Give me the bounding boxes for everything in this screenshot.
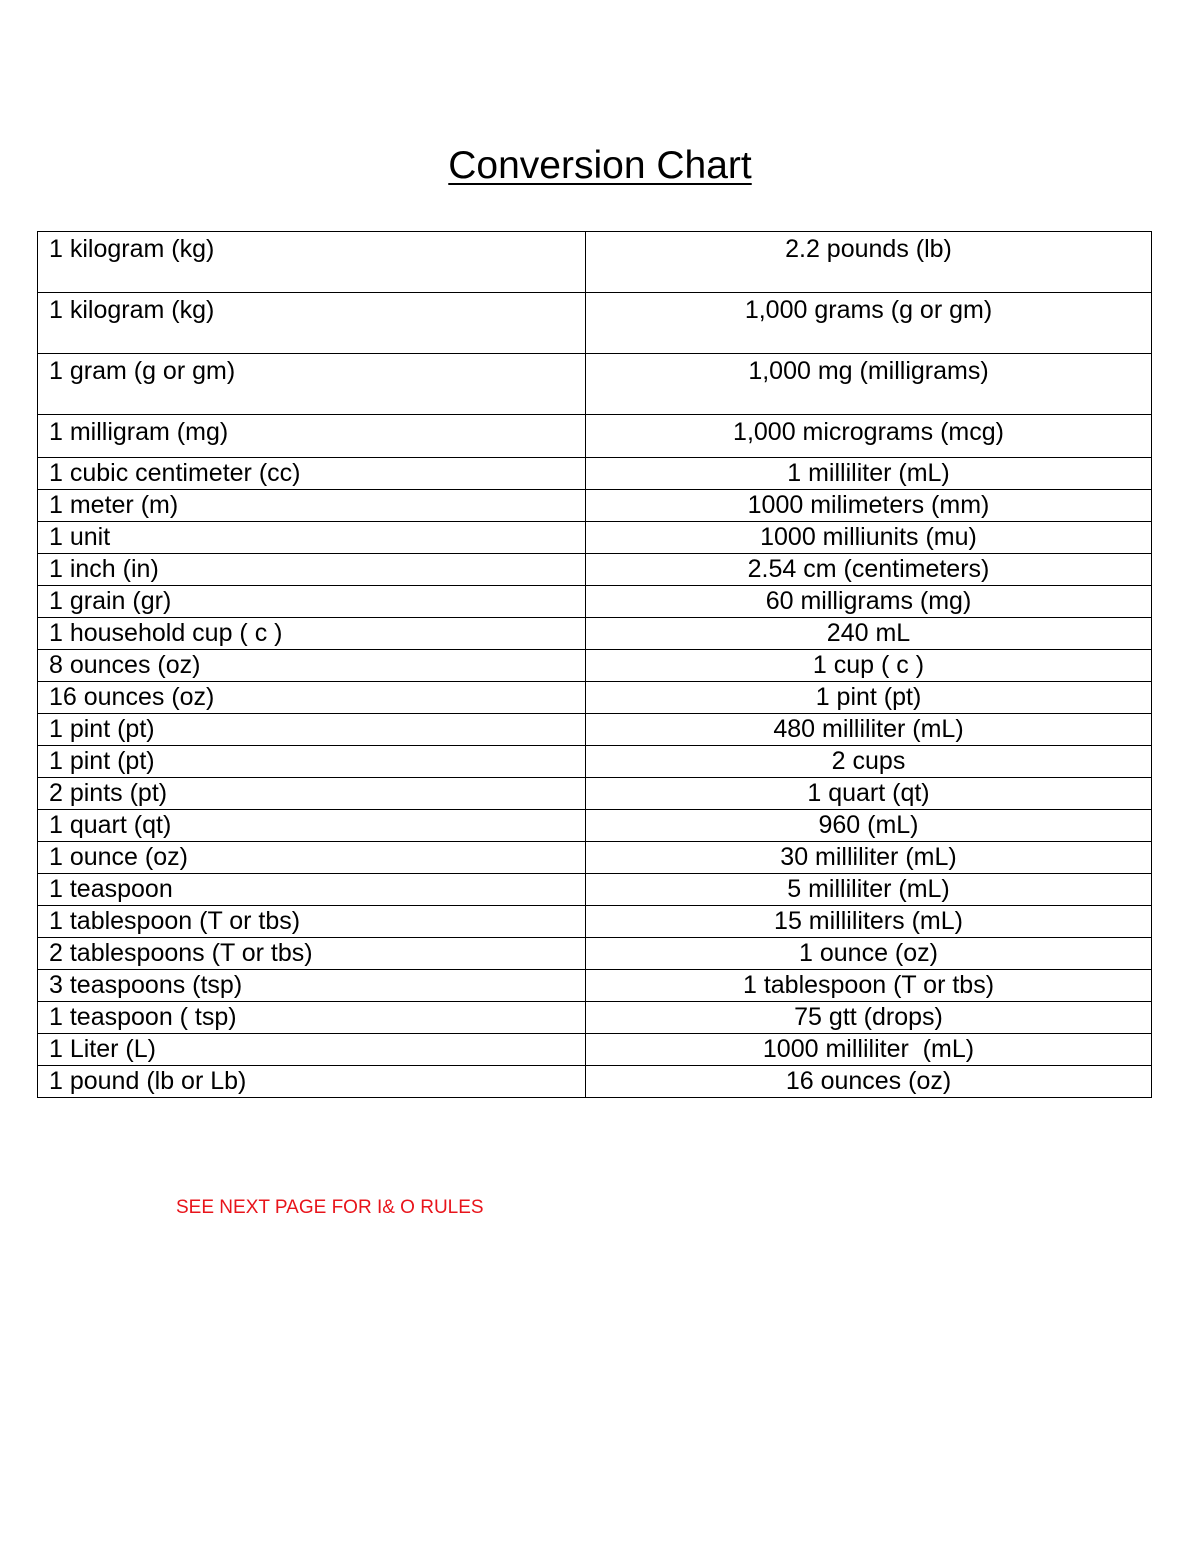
to-unit-cell: 960 (mL) (586, 810, 1152, 842)
table-row (38, 490, 1152, 522)
table-row (38, 842, 1152, 874)
table-row (38, 1002, 1152, 1034)
table-row (38, 746, 1152, 778)
table-row (38, 906, 1152, 938)
from-unit-cell: 1 teaspoon ( tsp) (38, 1002, 586, 1034)
from-unit-cell: 1 pint (pt) (38, 746, 586, 778)
from-unit-cell: 1 kilogram (kg) (38, 232, 586, 293)
table-row (38, 618, 1152, 650)
from-unit-cell: 1 household cup ( c ) (38, 618, 586, 650)
to-unit-cell: 1 quart (qt) (586, 778, 1152, 810)
to-unit-cell: 15 milliliters (mL) (586, 906, 1152, 938)
table-row (38, 970, 1152, 1002)
to-unit-cell: 1 ounce (oz) (586, 938, 1152, 970)
table-row (38, 586, 1152, 618)
from-unit-cell: 1 grain (gr) (38, 586, 586, 618)
from-unit-cell: 2 tablespoons (T or tbs) (38, 938, 586, 970)
from-unit-cell: 1 inch (in) (38, 554, 586, 586)
from-unit-cell: 1 quart (qt) (38, 810, 586, 842)
from-unit-cell: 1 pound (lb or Lb) (38, 1066, 586, 1098)
from-unit-cell: 1 gram (g or gm) (38, 354, 586, 415)
next-page-note: SEE NEXT PAGE FOR I& O RULES (176, 1197, 484, 1218)
from-unit-cell: 1 milligram (mg) (38, 415, 586, 458)
table-row (38, 938, 1152, 970)
table-row (38, 554, 1152, 586)
to-unit-cell: 2 cups (586, 746, 1152, 778)
table-row (38, 714, 1152, 746)
from-unit-cell: 2 pints (pt) (38, 778, 586, 810)
from-unit-cell: 16 ounces (oz) (38, 682, 586, 714)
to-unit-cell: 1,000 micrograms (mcg) (586, 415, 1152, 458)
to-unit-cell: 30 milliliter (mL) (586, 842, 1152, 874)
to-unit-cell: 1,000 grams (g or gm) (586, 293, 1152, 354)
from-unit-cell: 3 teaspoons (tsp) (38, 970, 586, 1002)
to-unit-cell: 1000 milimeters (mm) (586, 490, 1152, 522)
table-row (38, 1066, 1152, 1098)
from-unit-cell: 8 ounces (oz) (38, 650, 586, 682)
table-row (38, 874, 1152, 906)
table-row (38, 458, 1152, 490)
to-unit-cell: 5 milliliter (mL) (586, 874, 1152, 906)
to-unit-cell: 1 pint (pt) (586, 682, 1152, 714)
table-row (38, 682, 1152, 714)
from-unit-cell: 1 tablespoon (T or tbs) (38, 906, 586, 938)
table-row (38, 1034, 1152, 1066)
table-row (38, 354, 1152, 415)
to-unit-cell: 1000 milliunits (mu) (586, 522, 1152, 554)
from-unit-cell: 1 ounce (oz) (38, 842, 586, 874)
to-unit-cell: 1000 milliliter (mL) (586, 1034, 1152, 1066)
page-title: Conversion Chart (448, 144, 752, 187)
table-row (38, 293, 1152, 354)
table-row (38, 650, 1152, 682)
from-unit-cell: 1 pint (pt) (38, 714, 586, 746)
from-unit-cell: 1 meter (m) (38, 490, 586, 522)
conversion-table (37, 231, 1152, 1098)
table-row (38, 810, 1152, 842)
to-unit-cell: 75 gtt (drops) (586, 1002, 1152, 1034)
table-row (38, 415, 1152, 458)
to-unit-cell: 16 ounces (oz) (586, 1066, 1152, 1098)
to-unit-cell: 2.54 cm (centimeters) (586, 554, 1152, 586)
from-unit-cell: 1 kilogram (kg) (38, 293, 586, 354)
from-unit-cell: 1 teaspoon (38, 874, 586, 906)
table-row (38, 232, 1152, 293)
to-unit-cell: 480 milliliter (mL) (586, 714, 1152, 746)
to-unit-cell: 1 tablespoon (T or tbs) (586, 970, 1152, 1002)
from-unit-cell: 1 cubic centimeter (cc) (38, 458, 586, 490)
table-row (38, 522, 1152, 554)
to-unit-cell: 60 milligrams (mg) (586, 586, 1152, 618)
to-unit-cell: 240 mL (586, 618, 1152, 650)
to-unit-cell: 2.2 pounds (lb) (586, 232, 1152, 293)
from-unit-cell: 1 Liter (L) (38, 1034, 586, 1066)
to-unit-cell: 1,000 mg (milligrams) (586, 354, 1152, 415)
table-row (38, 778, 1152, 810)
to-unit-cell: 1 milliliter (mL) (586, 458, 1152, 490)
from-unit-cell: 1 unit (38, 522, 586, 554)
to-unit-cell: 1 cup ( c ) (586, 650, 1152, 682)
